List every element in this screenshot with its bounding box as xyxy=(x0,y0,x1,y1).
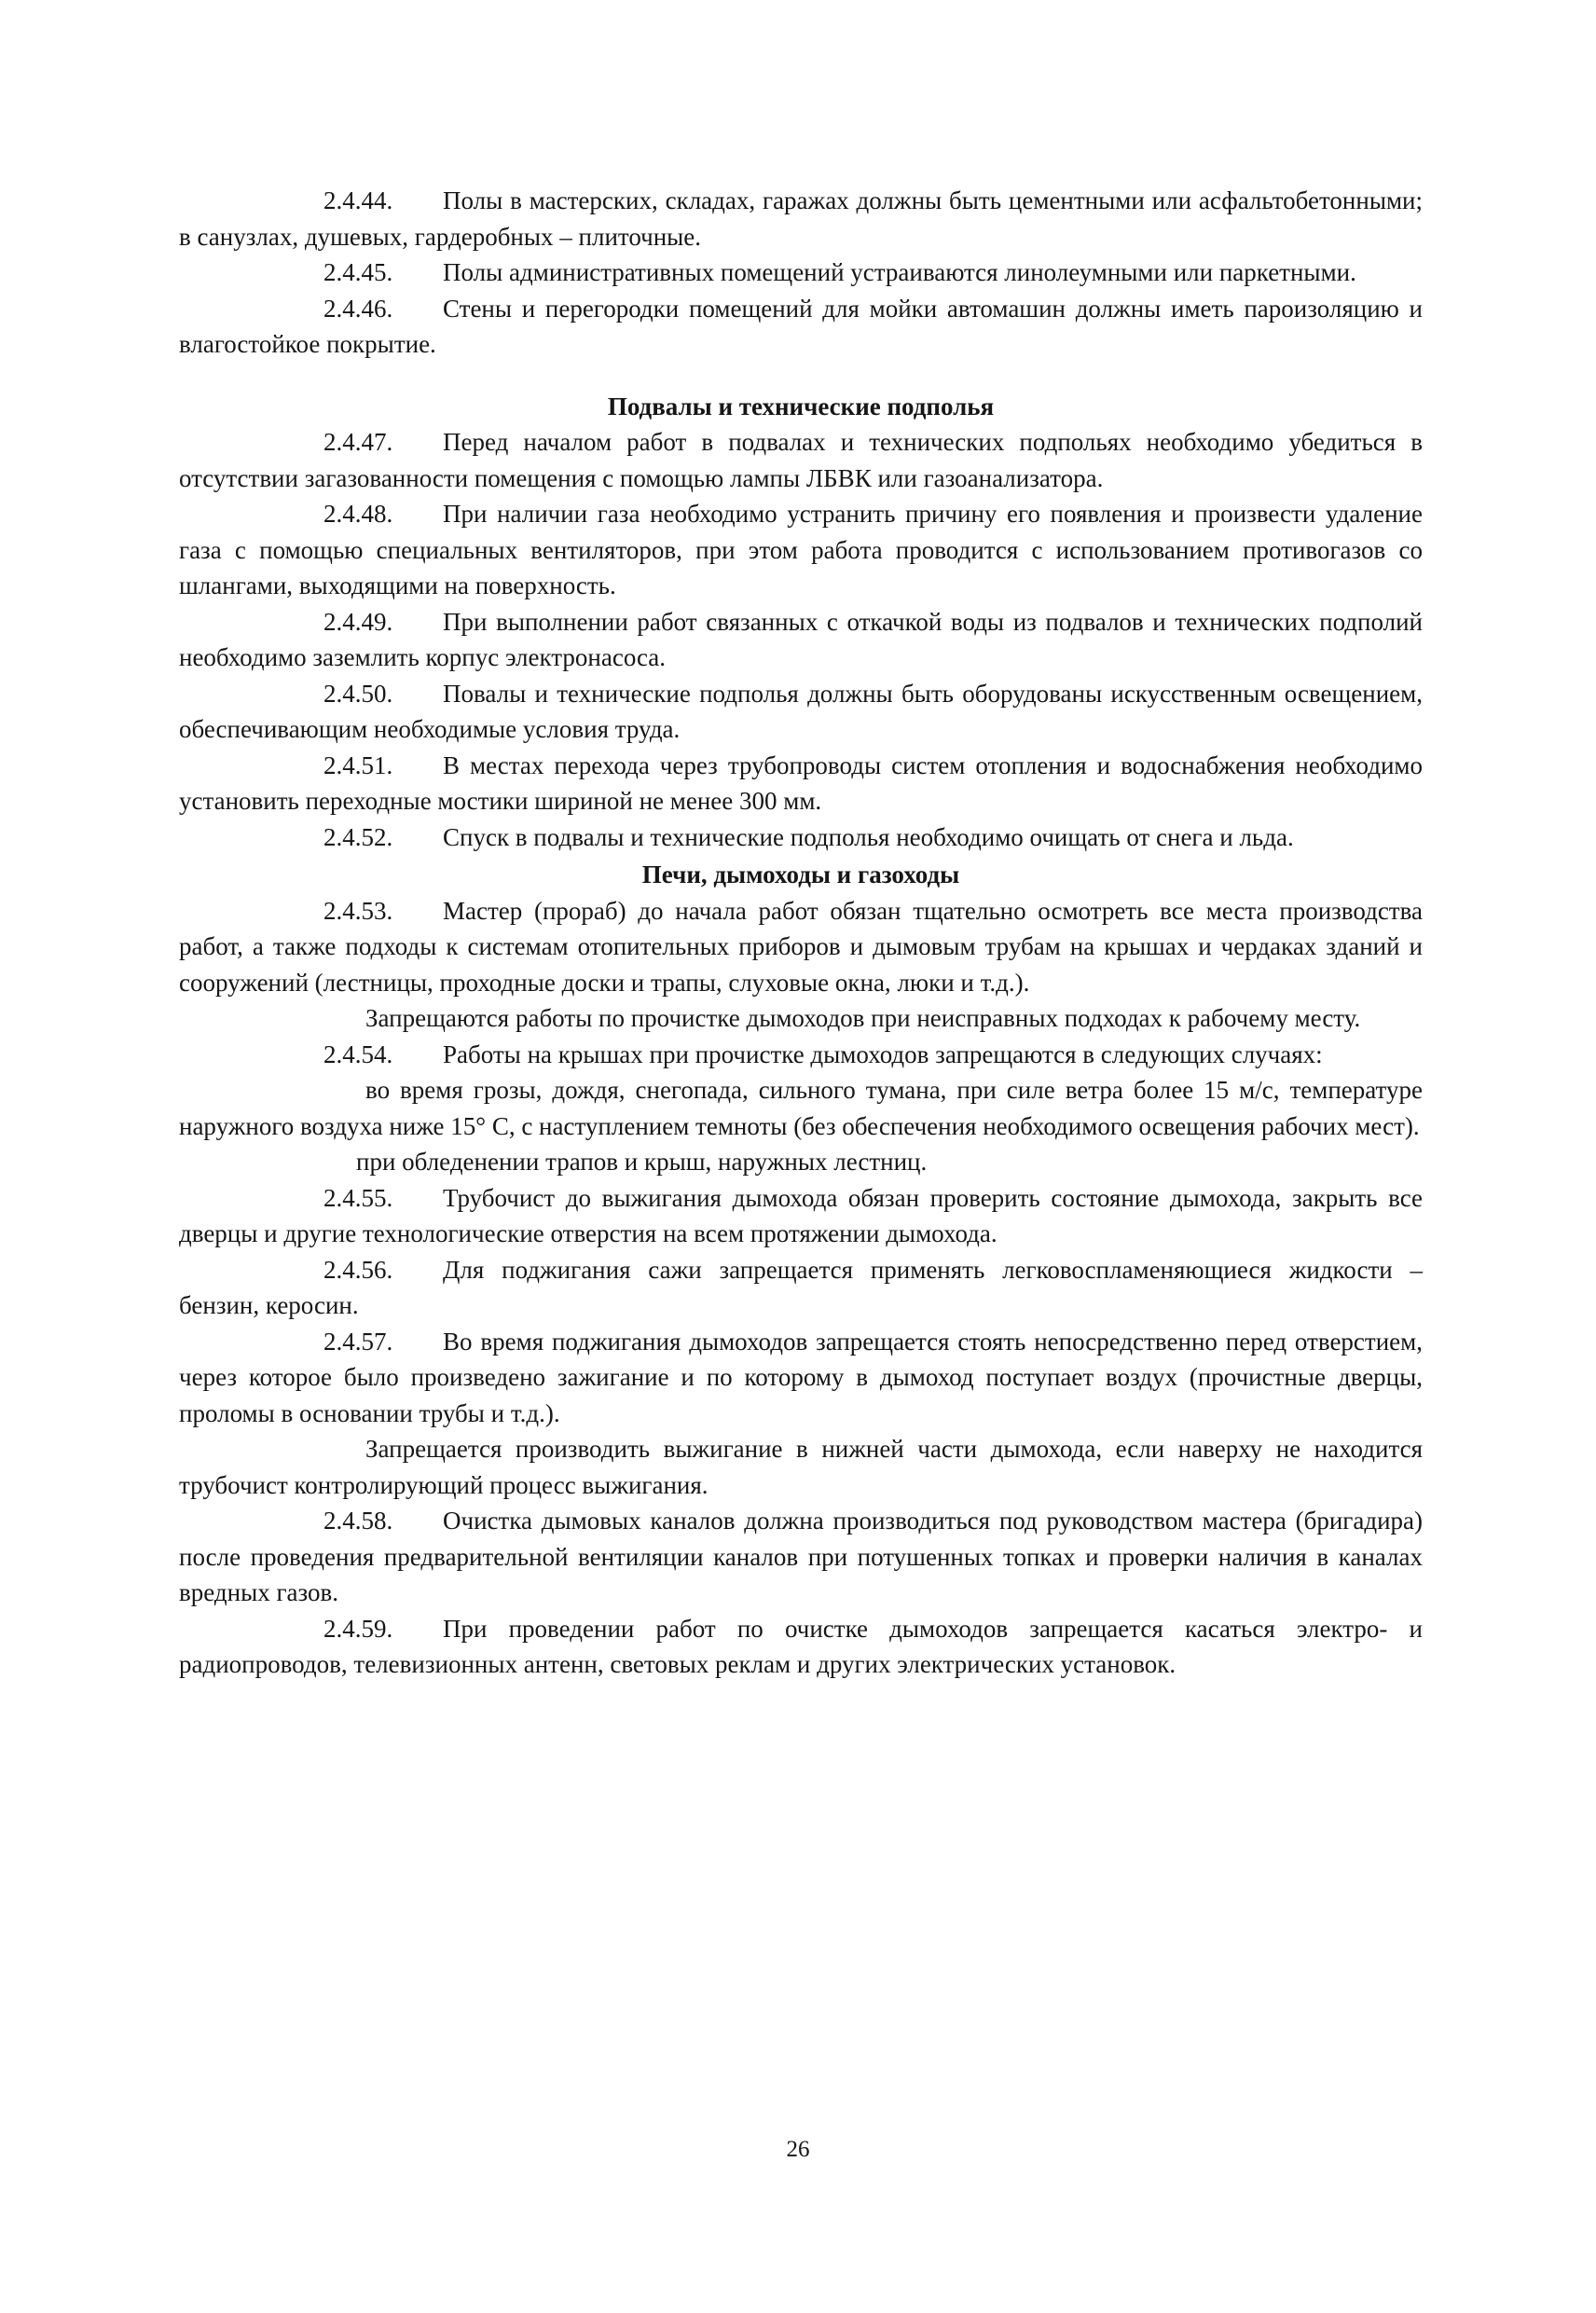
paragraph-2-4-47 xyxy=(179,424,1423,496)
paragraph-number: 2.4.45. xyxy=(323,258,393,286)
paragraph-2-4-46 xyxy=(179,291,1423,363)
paragraph-number: 2.4.52. xyxy=(323,822,393,851)
paragraph-text: В местах перехода через трубопроводы систем отопления и водоснабжения необходимо установить переходные мостики шириной не менее 300 мм. xyxy=(179,750,1423,815)
page-number: 26 xyxy=(786,2137,810,2162)
paragraph-number: 2.4.44. xyxy=(323,186,393,214)
paragraph-number: 2.4.55. xyxy=(323,1183,393,1212)
paragraph-2-4-57 xyxy=(179,1324,1423,1432)
paragraph-number: 2.4.48. xyxy=(323,500,393,528)
paragraph-2-4-48 xyxy=(179,496,1423,604)
paragraph-text: Полы в мастерских, складах, гаражах должны быть цементными или асфальтобетонными; в санузлах, душевых, гардеробных – плиточные. xyxy=(179,186,1423,251)
paragraph-text: При выполнении работ связанных с откачкой воды из подвалов и технических подполий необходимо заземлить корпус электронасоса. xyxy=(179,607,1423,671)
paragraph-text: Спуск в подвалы и технические подполья необходимо очищать от снега и льда. xyxy=(443,822,1294,851)
paragraph-text: При наличии газа необходимо устранить причину его появления и произвести удаление газа с помощью специальных вентиляторов, при этом работа проводится с использованием противогазов со шлангами, выходящими на поверхность. xyxy=(179,500,1423,599)
paragraph-2-4-55 xyxy=(179,1180,1423,1252)
paragraph-number: 2.4.59. xyxy=(323,1614,393,1643)
paragraph-text: Перед началом работ в подвалах и технических подпольях необходимо убедиться в отсутствии загазованности помещения с помощью лампы ЛБВК или газоанализатора. xyxy=(179,428,1423,492)
paragraph-number: 2.4.46. xyxy=(323,294,393,323)
paragraph-number: 2.4.57. xyxy=(323,1327,393,1356)
paragraph-2-4-56 xyxy=(179,1252,1423,1324)
paragraph-2-4-51 xyxy=(179,748,1423,819)
paragraph-number: 2.4.49. xyxy=(323,607,393,636)
paragraph-2-4-53-sub: Запрещаются работы по прочистке дымоходов при неисправных подходах к рабочему месту. xyxy=(365,1004,1361,1032)
paragraph-2-4-44 xyxy=(179,183,1423,255)
paragraph-text: Трубочист до выжигания дымохода обязан проверить состояние дымохода, закрыть все дверцы и другие технологические отверстия на всем протяжении дымохода. xyxy=(179,1183,1423,1247)
paragraph-2-4-57-sub: Запрещается производить выжигание в нижней части дымохода, если наверху не находится трубочист контролирующий процесс выжигания. xyxy=(179,1435,1423,1499)
paragraph-number: 2.4.54. xyxy=(323,1039,393,1068)
paragraph-number: 2.4.56. xyxy=(323,1255,393,1284)
paragraph-2-4-54 xyxy=(179,1037,1423,1073)
paragraph-2-4-58 xyxy=(179,1503,1423,1611)
paragraph-number: 2.4.50. xyxy=(323,679,393,708)
paragraph-text: Повалы и технические подполья должны быть оборудованы искусственным освещением, обеспечивающим необходимые условия труда. xyxy=(179,679,1423,743)
paragraph-2-4-50 xyxy=(179,676,1423,748)
paragraph-text: Очистка дымовых каналов должна производиться под руководством мастера (бригадира) после проведения предварительной вентиляции каналов при потушенных топках и проверки наличия в каналах вредных газов. xyxy=(179,1507,1423,1606)
paragraph-2-4-59 xyxy=(179,1611,1423,1683)
paragraph-text: Полы административных помещений устраиваются линолеумными или паркетными. xyxy=(443,258,1356,286)
paragraph-2-4-52 xyxy=(179,819,1423,856)
paragraph-text: Стены и перегородки помещений для мойки автомашин должны иметь пароизоляцию и влагостойкое покрытие. xyxy=(179,294,1423,358)
document-body xyxy=(179,183,1423,1683)
paragraph-2-4-53 xyxy=(179,893,1423,1001)
paragraph-text: Для поджигания сажи запрещается применять легковоспламеняющиеся жидкости – бензин, керосин. xyxy=(179,1255,1423,1319)
section-heading-stoves: Печи, дымоходы и газоходы xyxy=(641,860,960,888)
paragraph-2-4-54-sub-1: во время грозы, дождя, снегопада, сильного тумана, при силе ветра более 15 м/с, температуре наружного воздуха ниже 15° С, с наступлением темноты (без обеспечения необходимого освещения рабочих мест). xyxy=(179,1076,1423,1140)
paragraph-number: 2.4.53. xyxy=(323,896,393,925)
paragraph-2-4-54-sub-2: при обледенении трапов и крыш, наружных лестниц. xyxy=(356,1148,928,1176)
paragraph-text: Работы на крышах при прочистке дымоходов запрещаются в следующих случаях: xyxy=(443,1039,1323,1068)
paragraph-2-4-49 xyxy=(179,604,1423,676)
paragraph-number: 2.4.58. xyxy=(323,1507,393,1535)
paragraph-text: Во время поджигания дымоходов запрещается стоять непосредственно перед отверстием, через которое было произведено зажигание и по которому в дымоход поступает воздух (прочистные дверцы, проломы в основании трубы и т.д.). xyxy=(179,1327,1423,1427)
paragraph-number: 2.4.47. xyxy=(323,428,393,456)
paragraph-text: Мастер (прораб) до начала работ обязан тщательно осмотреть все места производства работ, а также подходы к системам отопительных приборов и дымовым трубам на крышах и чердаках зданий и сооружений (лестницы, проходные доски и трапы, слуховые окна, люки и т.д.). xyxy=(179,896,1423,997)
section-heading-basements: Подвалы и технические подполья xyxy=(607,392,995,420)
paragraph-text: При проведении работ по очистке дымоходов запрещается касаться электро- и радиопроводов, телевизионных антенн, световых реклам и других электрических установок. xyxy=(179,1614,1423,1678)
paragraph-number: 2.4.51. xyxy=(323,750,393,779)
paragraph-2-4-45 xyxy=(179,255,1423,291)
